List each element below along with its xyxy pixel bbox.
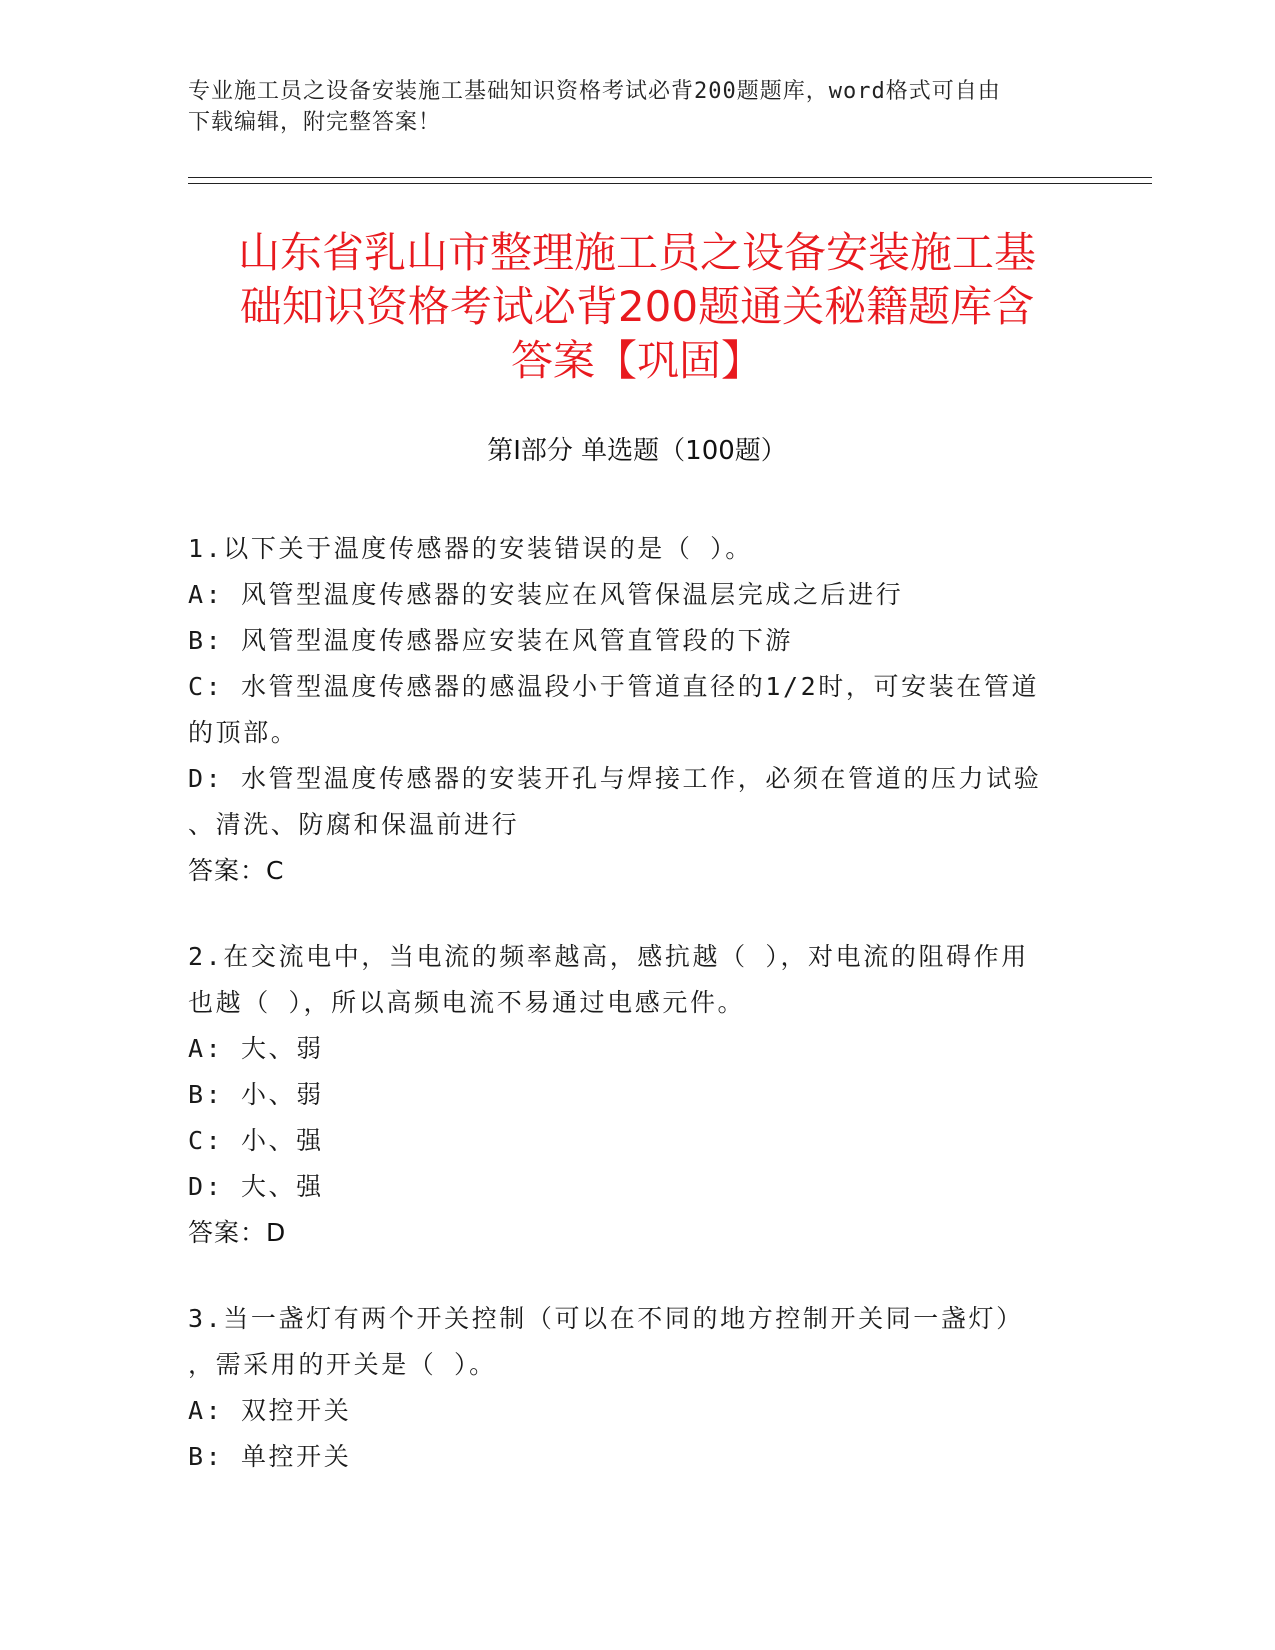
option-b: B: 小、弱 xyxy=(188,1080,324,1109)
header-rule-bottom xyxy=(188,183,1152,184)
option-d: D: 大、强 xyxy=(188,1172,324,1201)
option-b: B: 风管型温度传感器应安装在风管直管段的下游 xyxy=(188,626,793,655)
header-note-line-1: 专业施工员之设备安装施工基础知识资格考试必背200题题库，word格式可自由 xyxy=(188,79,1001,104)
answer: 答案：C xyxy=(188,856,285,885)
option-d-continued: 、清洗、防腐和保温前进行 xyxy=(188,810,520,839)
question-3 xyxy=(188,1296,1068,1480)
document-title xyxy=(188,226,1086,388)
header-note xyxy=(188,76,1068,138)
question-stem: 3.当一盏灯有两个开关控制（可以在不同的地方控制开关同一盏灯） xyxy=(188,1304,1024,1333)
option-a: A: 双控开关 xyxy=(188,1396,352,1425)
question-stem: 1.以下关于温度传感器的安装错误的是（ ）。 xyxy=(188,534,753,563)
header-note-line-2: 下载编辑，附完整答案！ xyxy=(188,110,442,135)
option-a: A: 风管型温度传感器的安装应在风管保温层完成之后进行 xyxy=(188,580,904,609)
option-d: D: 水管型温度传感器的安装开孔与焊接工作，必须在管道的压力试验 xyxy=(188,764,1042,793)
question-stem-continued: 也越（ ），所以高频电流不易通过电感元件。 xyxy=(188,988,746,1017)
document-title-line-3: 答案【巩固】 xyxy=(510,336,763,385)
answer: 答案：D xyxy=(188,1218,287,1247)
option-a: A: 大、弱 xyxy=(188,1034,324,1063)
question-list xyxy=(188,526,1068,1500)
section-title: 第I部分 单选题（100题） xyxy=(487,436,787,466)
question-stem-continued: ，需采用的开关是（ ）。 xyxy=(188,1350,497,1379)
question-2 xyxy=(188,934,1068,1256)
option-c: C: 水管型温度传感器的感温段小于管道直径的1/2时，可安装在管道 xyxy=(188,672,1040,701)
header-rule-top xyxy=(188,177,1152,178)
document-title-line-2: 础知识资格考试必背200题通关秘籍题库含 xyxy=(239,282,1035,331)
question-stem: 2.在交流电中，当电流的频率越高，感抗越（ ），对电流的阻碍作用 xyxy=(188,942,1029,971)
option-c-continued: 的顶部。 xyxy=(188,718,299,747)
document-title-line-1: 山东省乳山市整理施工员之设备安装施工基 xyxy=(237,228,1036,277)
option-c: C: 小、强 xyxy=(188,1126,324,1155)
question-1 xyxy=(188,526,1068,894)
option-b: B: 单控开关 xyxy=(188,1442,352,1471)
